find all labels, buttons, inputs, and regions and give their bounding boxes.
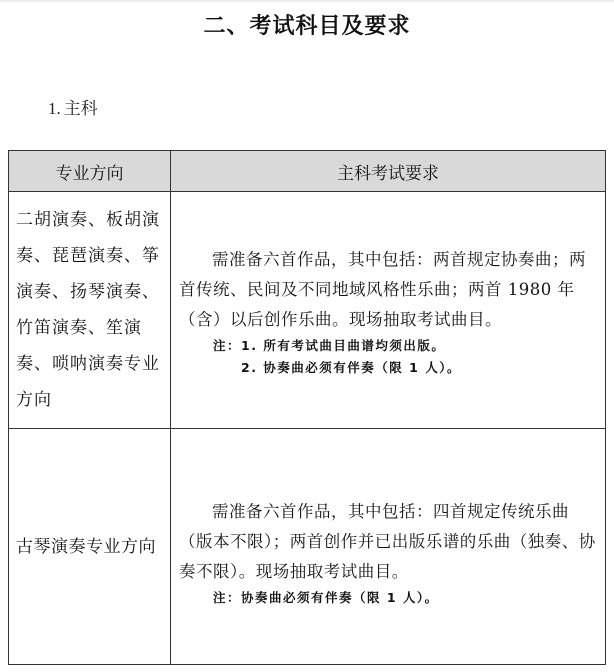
table-row (9, 429, 606, 665)
subsection-heading (48, 97, 98, 121)
header-major: 专业方向 (9, 151, 171, 192)
note-item: 2. 协奏曲必须有伴奏（限 1 人）。 (241, 360, 461, 375)
header-requirement: 主科考试要求 (171, 151, 606, 192)
table-row (9, 192, 606, 429)
requirement-text: 需准备六首作品，其中包括：两首规定协奏曲；两首传统、民间及不同地域风格性乐曲；两首 1980 年（含）以后创作乐曲。现场抽取考试曲目。 (179, 250, 586, 329)
note-block (179, 335, 599, 379)
requirement-cell (171, 429, 606, 665)
note-item: 1. 所有考试曲目曲谱均须出版。 (241, 338, 446, 353)
note-block (179, 587, 599, 609)
note-line (213, 357, 599, 379)
requirements-table (8, 150, 606, 665)
note-line (213, 335, 599, 357)
requirement-cell (171, 192, 606, 429)
page-top-edge (0, 0, 614, 3)
table-header-row (9, 151, 606, 192)
major-cell: 古琴演奏专业方向 (9, 429, 171, 665)
section-title: 二、考试科目及要求 (203, 14, 411, 39)
subsection-number: 1. (48, 99, 61, 118)
subsection-label: 主科 (63, 99, 98, 119)
note-line (213, 587, 599, 609)
note-prefix: 注： (213, 589, 242, 605)
major-cell: 二胡演奏、板胡演奏、琵琶演奏、筝演奏、扬琴演奏、竹笛演奏、笙演奏、唢呐演奏专业方向 (9, 192, 171, 429)
requirement-text: 需准备六首作品，其中包括：四首规定传统乐曲（版本不限）；两首创作并已出版乐谱的乐曲（独奏、协奏不限）。现场抽取考试曲目。 (179, 501, 596, 581)
note-prefix: 注： (213, 338, 242, 353)
note-item: 协奏曲必须有伴奏（限 1 人）。 (241, 589, 439, 605)
